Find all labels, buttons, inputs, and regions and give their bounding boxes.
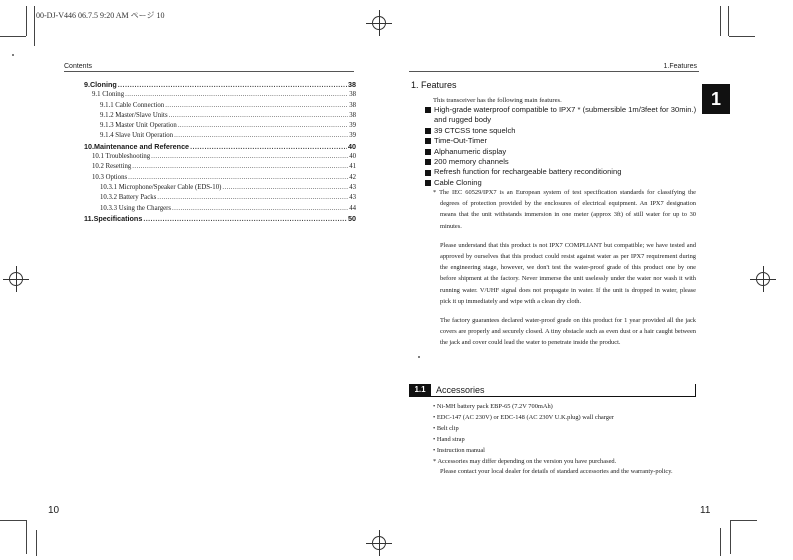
bullet-square-icon <box>425 128 431 134</box>
toc-entry[interactable]: 10.1 Troubleshooting ..... 40 <box>84 152 356 162</box>
crop-mark <box>729 36 755 37</box>
bullet-square-icon <box>425 159 431 165</box>
feature-item: High-grade waterproof compatible to IPX7 * (submersible 1m/3feet for 30min.) and rugged body <box>425 105 705 126</box>
page-number-right: 11 <box>700 505 711 516</box>
chapter-tab: 1 <box>702 84 730 114</box>
note-paragraph: The factory guarantees declared water-proof grade on this product for 1 year provided all the jack covers are properly and securely closed. A tiny obstacle such as even dust or a hair caught between the jack and cover could lead the water to penetrate inside the product. <box>440 317 696 347</box>
note-paragraph: Please understand that this product is not IPX7 COMPLIANT but compatible; we have tested and approved by ourselves that this product could resist against water as per IPX7 requirement during the engineering stage, however, we don't test the water-proof grade of this product one by one before shipment at the factory. Never immerse the unit uselessly under the water nor wash it with running water. V/UHF signal does not propagate in water. If the unit is dropped in water, please pick it up immediately and wipe with a clean dry cloth. <box>440 241 696 305</box>
registration-mark-top <box>366 10 392 36</box>
toc-entry[interactable]: 10.3.2 Battery Packs ..... 43 <box>84 193 356 203</box>
toc-entry[interactable]: 10.3 Options ..... 42 <box>84 173 356 183</box>
accessories-title: Accessories <box>436 385 485 395</box>
header-rule-right <box>409 71 699 72</box>
toc-entry[interactable]: 9.Cloning ..... 38 <box>84 80 356 90</box>
crop-mark <box>26 520 27 554</box>
header-rule-left <box>64 71 354 72</box>
crop-mark <box>731 520 757 521</box>
crop-mark <box>36 530 37 556</box>
feature-item: Cable Cloning <box>425 178 705 188</box>
toc-entry[interactable]: 9.1.3 Master Unit Operation ..... 39 <box>84 121 356 131</box>
intro-text: This transceiver has the following main features. <box>433 97 562 104</box>
crop-mark <box>0 36 26 37</box>
feature-item: Refresh function for rechargeable battery reconditioning <box>425 167 705 177</box>
running-header-left: Contents <box>64 63 93 70</box>
speck <box>418 356 420 358</box>
page-number-left: 10 <box>48 505 60 516</box>
feature-list <box>425 105 705 188</box>
toc-entry[interactable]: 9.1.1 Cable Connection ..... 38 <box>84 101 356 111</box>
accessories-list <box>433 402 698 478</box>
list-item: • EDC-147 (AC 230V) or EDC-148 (AC 230V U.K.plug) wall charger <box>433 413 614 421</box>
list-item: • Instruction manual <box>433 446 485 454</box>
toc-entry[interactable]: 9.1.2 Master/Slave Units ..... 38 <box>84 111 356 121</box>
toc-entry[interactable]: 9.1.4 Slave Unit Operation ..... 39 <box>84 131 356 141</box>
crop-mark <box>728 6 729 36</box>
feature-item: Alphanumeric display <box>425 147 705 157</box>
bullet-square-icon <box>425 180 431 186</box>
feature-item: Time-Out-Timer <box>425 136 705 146</box>
list-item: • Belt clip <box>433 424 459 432</box>
bullet-square-icon <box>425 170 431 176</box>
feature-item: 200 memory channels <box>425 157 705 167</box>
list-item: • Hand strap <box>433 435 465 443</box>
crop-mark <box>720 528 721 556</box>
running-header-right: 1.Features <box>663 63 697 70</box>
accessories-heading <box>409 384 696 397</box>
toc-entry[interactable]: 10.Maintenance and Reference ..... 40 <box>84 142 356 152</box>
registration-mark-left <box>3 266 29 292</box>
accessories-note-detail: Please contact your local dealer for details of standard accessories and the warranty-policy. <box>440 468 673 476</box>
crop-mark <box>720 6 721 36</box>
crop-mark <box>0 520 26 521</box>
toc-entry[interactable]: 11.Specifications ..... 50 <box>84 214 356 224</box>
toc-entry[interactable]: 10.3.3 Using the Chargers ..... 44 <box>84 204 356 214</box>
registration-mark-bottom <box>366 530 392 556</box>
bullet-square-icon <box>425 138 431 144</box>
section-number-badge: 1.1 <box>409 384 431 396</box>
crop-mark <box>730 520 731 554</box>
registration-mark-right <box>750 266 776 292</box>
print-info: 00-DJ-V446 06.7.5 9:20 AM ページ 10 <box>36 11 165 20</box>
waterproof-notes <box>433 187 696 357</box>
section-title: 1. Features <box>411 80 457 90</box>
table-of-contents <box>84 80 356 224</box>
accessories-note: * Accessories may differ depending on the version you have purchased. <box>433 457 617 465</box>
feature-item: 39 CTCSS tone squelch <box>425 126 705 136</box>
list-item: • Ni-MH battery pack EBP-65 (7.2V 700mAh) <box>433 403 553 410</box>
toc-entry[interactable]: 10.2 Resetting ..... 41 <box>84 162 356 172</box>
crop-mark <box>34 6 35 46</box>
note-paragraph: * The IEC 60529/IPX7 is an European system of test specification standards for classifying the degrees of protection provided by the enclosures of electrical equipment. An IPX7 designation means that the unit withstands immersion in one meter (approx 3ft) of still water for up to 30 minutes. <box>433 189 696 230</box>
speck <box>12 54 14 56</box>
crop-mark <box>26 6 27 36</box>
bullet-square-icon <box>425 107 431 113</box>
toc-entry[interactable]: 10.3.1 Microphone/Speaker Cable (EDS-10) ..... 43 <box>84 183 356 193</box>
toc-entry[interactable]: 9.1 Cloning ..... 38 <box>84 90 356 100</box>
bullet-square-icon <box>425 149 431 155</box>
